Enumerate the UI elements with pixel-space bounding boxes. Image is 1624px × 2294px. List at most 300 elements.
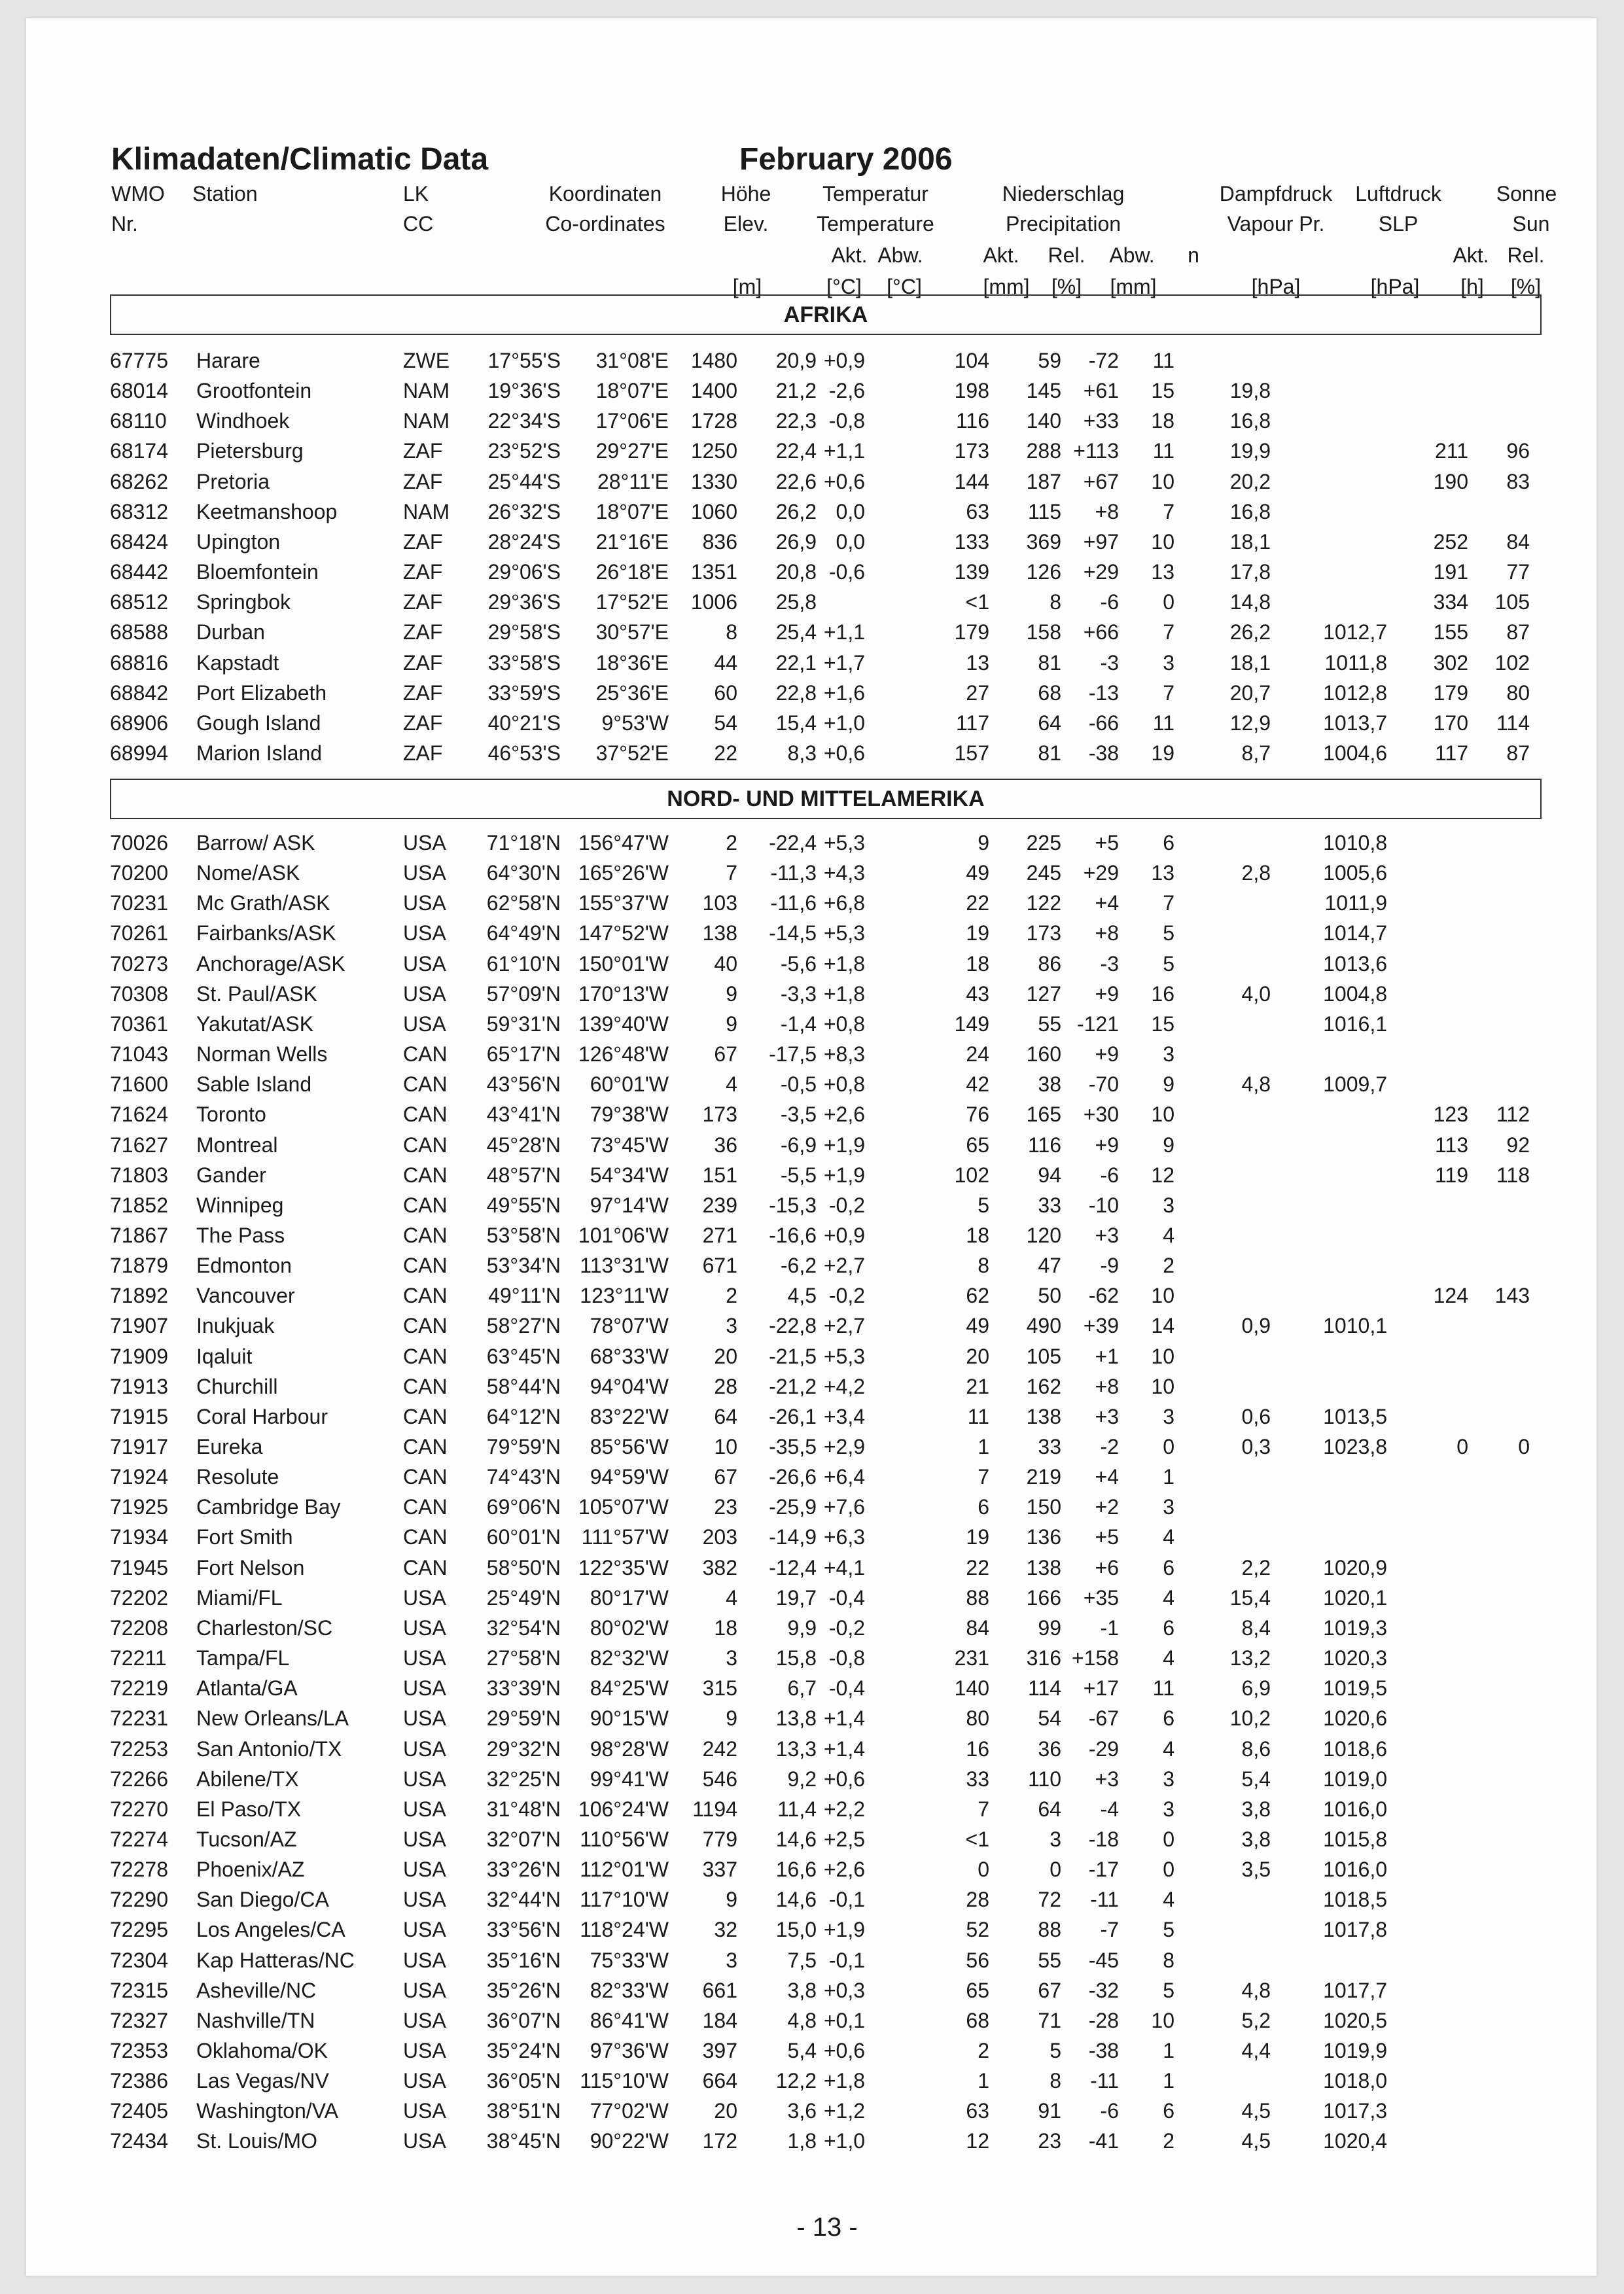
cell-station: Fairbanks/ASK bbox=[196, 921, 336, 945]
cell-wmo: 72219 bbox=[110, 1676, 168, 1701]
cell-wmo: 72253 bbox=[110, 1737, 168, 1761]
cell-lat: 64°49'N bbox=[486, 921, 561, 945]
cell-n: 14 bbox=[1151, 1314, 1174, 1338]
cell-vp: 0,3 bbox=[1241, 1435, 1271, 1458]
cell-wmo: 72434 bbox=[110, 2129, 168, 2153]
cell-elev: 2 bbox=[726, 1284, 737, 1308]
cell-prec: 102 bbox=[954, 1163, 989, 1187]
cell-lon: 84°25'W bbox=[590, 1676, 669, 1701]
cell-temp: 16,6 bbox=[775, 1858, 817, 1882]
cell-cc: USA bbox=[403, 1646, 446, 1670]
cell-cc: ZWE bbox=[403, 349, 450, 372]
cell-elev: 1480 bbox=[690, 349, 737, 372]
cell-pdev: -11 bbox=[1090, 2069, 1119, 2093]
cell-n: 5 bbox=[1163, 921, 1174, 945]
cell-lat: 60°01'N bbox=[486, 1525, 561, 1549]
cell-n: 0 bbox=[1163, 1435, 1174, 1458]
cell-lat: 53°58'N bbox=[486, 1223, 561, 1247]
cell-tdev: +1,8 bbox=[823, 2069, 865, 2093]
cell-rel: 64 bbox=[1038, 711, 1061, 735]
header-vp-unit: [hPa] bbox=[1251, 275, 1301, 298]
cell-lon: 25°36'E bbox=[595, 680, 669, 705]
cell-n: 7 bbox=[1163, 680, 1174, 705]
cell-temp: -3,5 bbox=[780, 1103, 817, 1127]
cell-wmo: 71945 bbox=[110, 1555, 168, 1579]
cell-slp: 1005,6 bbox=[1323, 861, 1387, 885]
cell-prec: 19 bbox=[966, 1525, 989, 1549]
cell-prec: 76 bbox=[966, 1103, 989, 1127]
cell-wmo: 72270 bbox=[110, 1797, 168, 1821]
cell-tdev: +0,6 bbox=[823, 469, 865, 493]
cell-tdev: +1,9 bbox=[823, 1163, 865, 1187]
cell-sunp: 92 bbox=[1506, 1133, 1530, 1157]
cell-wmo: 68174 bbox=[110, 439, 168, 463]
cell-lon: 105°07'W bbox=[578, 1495, 669, 1519]
cell-station: Marion Island bbox=[196, 741, 323, 765]
cell-pdev: -11 bbox=[1090, 1888, 1119, 1912]
cell-lat: 36°05'N bbox=[486, 2069, 561, 2093]
cell-rel: 33 bbox=[1038, 1435, 1061, 1458]
cell-station: Eureka bbox=[196, 1435, 263, 1458]
cell-wmo: 71043 bbox=[110, 1042, 168, 1067]
cell-wmo: 68014 bbox=[110, 379, 168, 403]
cell-prec: 56 bbox=[966, 1948, 989, 1972]
cell-prec: 116 bbox=[955, 409, 989, 433]
cell-tdev: +1,1 bbox=[823, 439, 865, 463]
cell-rel: 72 bbox=[1038, 1888, 1061, 1912]
cell-rel: 126 bbox=[1026, 560, 1061, 584]
cell-station: San Antonio/TX bbox=[196, 1737, 342, 1761]
cell-elev: 173 bbox=[702, 1103, 737, 1127]
cell-rel: 225 bbox=[1026, 831, 1061, 855]
cell-pdev: -10 bbox=[1088, 1193, 1119, 1217]
cell-lon: 54°34'W bbox=[590, 1163, 669, 1187]
cell-slp: 1023,8 bbox=[1323, 1435, 1387, 1458]
cell-pdev: +33 bbox=[1083, 409, 1119, 433]
cell-slp: 1011,8 bbox=[1324, 650, 1387, 675]
cell-vp: 18,1 bbox=[1229, 529, 1271, 554]
cell-lon: 165°26'W bbox=[578, 861, 669, 885]
cell-lat: 32°44'N bbox=[486, 1888, 561, 1912]
cell-elev: 671 bbox=[702, 1254, 737, 1278]
table-row bbox=[26, 406, 1597, 436]
cell-prec: 43 bbox=[966, 981, 989, 1006]
cell-rel: 140 bbox=[1026, 409, 1061, 433]
cell-rel: 105 bbox=[1026, 1344, 1061, 1368]
cell-tdev: -0,8 bbox=[828, 1646, 865, 1670]
cell-temp: -35,5 bbox=[769, 1435, 817, 1458]
cell-slp: 1020,9 bbox=[1323, 1555, 1387, 1579]
header-prec-akt: Akt. bbox=[983, 243, 1019, 267]
cell-lon: 113°31'W bbox=[580, 1254, 669, 1278]
cell-wmo: 72386 bbox=[110, 2069, 168, 2093]
cell-tdev: +2,6 bbox=[823, 1103, 865, 1127]
cell-vp: 5,4 bbox=[1241, 1767, 1271, 1791]
header-temp-akt: Akt. bbox=[831, 243, 868, 267]
cell-elev: 271 bbox=[702, 1223, 737, 1247]
cell-prec: <1 bbox=[965, 590, 989, 614]
cell-pdev: +67 bbox=[1083, 469, 1119, 493]
cell-wmo: 68842 bbox=[110, 680, 168, 705]
cell-lat: 61°10'N bbox=[486, 951, 561, 976]
cell-pdev: -38 bbox=[1088, 2039, 1119, 2062]
cell-elev: 28 bbox=[714, 1374, 737, 1398]
cell-station: Port Elizabeth bbox=[196, 680, 327, 705]
cell-station: Tampa/FL bbox=[196, 1646, 290, 1670]
cell-elev: 2 bbox=[726, 831, 737, 855]
table-row bbox=[26, 2096, 1597, 2126]
cell-tdev: -0,1 bbox=[828, 1948, 865, 1972]
cell-prec: 22 bbox=[966, 1555, 989, 1579]
cell-station: Windhoek bbox=[196, 409, 290, 433]
cell-elev: 10 bbox=[714, 1435, 737, 1458]
table-row bbox=[26, 858, 1597, 888]
cell-vp: 12,9 bbox=[1229, 711, 1271, 735]
cell-elev: 184 bbox=[702, 2008, 737, 2032]
cell-lat: 25°49'N bbox=[486, 1585, 561, 1610]
cell-pdev: -45 bbox=[1088, 1948, 1119, 1972]
cell-temp: 3,6 bbox=[787, 2099, 817, 2123]
cell-sunp: 87 bbox=[1506, 620, 1530, 644]
cell-pdev: +8 bbox=[1095, 499, 1119, 523]
cell-temp: 9,2 bbox=[787, 1767, 817, 1791]
cell-prec: 7 bbox=[978, 1797, 989, 1821]
cell-wmo: 68512 bbox=[110, 590, 168, 614]
cell-cc: CAN bbox=[403, 1465, 448, 1489]
cell-vp: 10,2 bbox=[1229, 1706, 1271, 1731]
cell-prec: 2 bbox=[978, 2039, 989, 2062]
table-row bbox=[26, 1703, 1597, 1733]
table-row bbox=[26, 1522, 1597, 1552]
cell-temp: 1,8 bbox=[787, 2129, 817, 2153]
cell-sunp: 84 bbox=[1506, 529, 1530, 554]
cell-rel: 38 bbox=[1038, 1072, 1061, 1097]
cell-wmo: 72327 bbox=[110, 2008, 168, 2032]
cell-rel: 88 bbox=[1038, 1918, 1061, 1942]
cell-tdev: +4,2 bbox=[823, 1374, 865, 1398]
cell-n: 6 bbox=[1163, 2099, 1174, 2123]
cell-lat: 40°21'S bbox=[487, 711, 561, 735]
cell-lon: 115°10'W bbox=[580, 2069, 669, 2093]
cell-station: Winnipeg bbox=[196, 1193, 284, 1217]
cell-prec: 16 bbox=[966, 1737, 989, 1761]
cell-tdev: +0,8 bbox=[823, 1072, 865, 1097]
cell-lon: 68°33'W bbox=[590, 1344, 669, 1368]
cell-prec: 12 bbox=[966, 2129, 989, 2153]
cell-prec: 149 bbox=[954, 1012, 989, 1036]
cell-rel: 8 bbox=[1050, 2069, 1061, 2093]
cell-tdev: -0,4 bbox=[828, 1676, 865, 1701]
cell-wmo: 70026 bbox=[110, 831, 168, 855]
section-banner-nord-mittelamerika: NORD- UND MITTELAMERIKA bbox=[110, 779, 1542, 819]
cell-tdev: +1,0 bbox=[823, 711, 865, 735]
cell-tdev: -0,4 bbox=[828, 1585, 865, 1610]
cell-lon: 170°13'W bbox=[578, 981, 669, 1006]
cell-elev: 9 bbox=[726, 1706, 737, 1731]
cell-slp: 1009,7 bbox=[1323, 1072, 1387, 1097]
cell-prec: 140 bbox=[954, 1676, 989, 1701]
cell-pdev: -72 bbox=[1088, 349, 1119, 372]
cell-cc: ZAF bbox=[403, 711, 443, 735]
cell-station: Pietersburg bbox=[196, 439, 304, 463]
cell-slp: 1017,7 bbox=[1323, 1978, 1387, 2002]
cell-rel: 138 bbox=[1026, 1404, 1061, 1428]
cell-lon: 90°22'W bbox=[590, 2129, 669, 2153]
cell-elev: 67 bbox=[714, 1465, 737, 1489]
cell-temp: 4,5 bbox=[787, 1284, 817, 1308]
cell-temp: -21,5 bbox=[769, 1344, 817, 1368]
cell-temp: 20,9 bbox=[775, 349, 817, 372]
cell-wmo: 72290 bbox=[110, 1888, 168, 1912]
cell-prec: 42 bbox=[966, 1072, 989, 1097]
cell-vp: 13,2 bbox=[1229, 1646, 1271, 1670]
cell-prec: 24 bbox=[966, 1042, 989, 1067]
header-temperatur: Temperatur bbox=[822, 182, 928, 205]
cell-sunp: 112 bbox=[1496, 1103, 1530, 1127]
table-row bbox=[26, 1311, 1597, 1341]
cell-tdev: +2,5 bbox=[823, 1827, 865, 1851]
table-row bbox=[26, 345, 1597, 376]
cell-n: 1 bbox=[1163, 1465, 1174, 1489]
column-header bbox=[26, 18, 1597, 306]
cell-rel: 166 bbox=[1026, 1585, 1061, 1610]
cell-prec: 139 bbox=[954, 560, 989, 584]
cell-prec: 117 bbox=[955, 711, 989, 735]
cell-station: The Pass bbox=[196, 1223, 285, 1247]
cell-station: Washington/VA bbox=[196, 2099, 338, 2123]
cell-lon: 18°07'E bbox=[595, 379, 669, 403]
cell-rel: 219 bbox=[1026, 1465, 1061, 1489]
cell-cc: USA bbox=[403, 1978, 446, 2002]
cell-vp: 20,7 bbox=[1229, 680, 1271, 705]
cell-temp: -6,9 bbox=[780, 1133, 817, 1157]
cell-tdev: +2,6 bbox=[823, 1858, 865, 1882]
cell-cc: USA bbox=[403, 1888, 446, 1912]
cell-sunh: 113 bbox=[1434, 1133, 1468, 1157]
cell-elev: 60 bbox=[714, 680, 737, 705]
cell-lon: 82°33'W bbox=[590, 1978, 669, 2002]
table-row bbox=[26, 587, 1597, 617]
cell-sunp: 83 bbox=[1506, 469, 1530, 493]
cell-temp: -5,6 bbox=[780, 951, 817, 976]
cell-lat: 29°36'S bbox=[487, 590, 561, 614]
cell-cc: USA bbox=[403, 1615, 446, 1640]
header-sun-unit-h: [h] bbox=[1460, 275, 1484, 298]
cell-wmo: 72211 bbox=[110, 1646, 167, 1670]
cell-station: Tucson/AZ bbox=[196, 1827, 297, 1851]
cell-lat: 57°09'N bbox=[486, 981, 561, 1006]
cell-temp: 13,3 bbox=[775, 1737, 817, 1761]
cell-pdev: -38 bbox=[1088, 741, 1119, 765]
cell-prec: 157 bbox=[954, 741, 989, 765]
cell-cc: CAN bbox=[403, 1163, 448, 1187]
header-temp-unit-akt: [°C] bbox=[826, 275, 862, 298]
cell-lon: 150°01'W bbox=[578, 951, 669, 976]
cell-rel: 136 bbox=[1026, 1525, 1061, 1549]
cell-cc: USA bbox=[403, 1585, 446, 1610]
cell-wmo: 72295 bbox=[110, 1918, 168, 1942]
cell-temp: -26,1 bbox=[769, 1404, 817, 1428]
table-row bbox=[26, 648, 1597, 678]
cell-wmo: 68312 bbox=[110, 499, 168, 523]
page bbox=[26, 18, 1597, 2276]
cell-elev: 203 bbox=[702, 1525, 737, 1549]
table-row bbox=[26, 1673, 1597, 1703]
cell-vp: 4,0 bbox=[1241, 981, 1271, 1006]
cell-elev: 397 bbox=[702, 2039, 737, 2062]
cell-n: 5 bbox=[1163, 951, 1174, 976]
cell-tdev: +1,7 bbox=[823, 650, 865, 675]
cell-sunp: 96 bbox=[1506, 439, 1530, 463]
cell-lon: 106°24'W bbox=[578, 1797, 669, 1821]
table-row bbox=[26, 1371, 1597, 1402]
cell-wmo: 68906 bbox=[110, 711, 168, 735]
cell-lon: 90°15'W bbox=[590, 1706, 669, 1731]
cell-prec: 9 bbox=[978, 831, 989, 855]
cell-temp: 11,4 bbox=[777, 1797, 817, 1821]
cell-prec: 6 bbox=[978, 1495, 989, 1519]
cell-station: Mc Grath/ASK bbox=[196, 891, 330, 915]
table-row bbox=[26, 1734, 1597, 1764]
cell-prec: 80 bbox=[966, 1706, 989, 1731]
cell-slp: 1015,8 bbox=[1323, 1827, 1387, 1851]
header-luftdruck: Luftdruck bbox=[1355, 182, 1441, 205]
cell-prec: 20 bbox=[966, 1344, 989, 1368]
cell-n: 3 bbox=[1163, 1495, 1174, 1519]
header-dampfdruck: Dampfdruck bbox=[1219, 182, 1333, 205]
cell-lon: 123°11'W bbox=[580, 1284, 669, 1308]
cell-vp: 4,5 bbox=[1241, 2129, 1271, 2153]
cell-slp: 1019,5 bbox=[1323, 1676, 1387, 1701]
cell-tdev: -0,2 bbox=[828, 1193, 865, 1217]
cell-elev: 20 bbox=[714, 2099, 737, 2123]
cell-lat: 43°56'N bbox=[486, 1072, 561, 1097]
cell-tdev: +1,6 bbox=[823, 680, 865, 705]
cell-prec: 19 bbox=[966, 921, 989, 945]
cell-rel: 8 bbox=[1050, 590, 1061, 614]
cell-n: 10 bbox=[1151, 1284, 1174, 1308]
cell-cc: USA bbox=[403, 1797, 446, 1821]
cell-vp: 20,2 bbox=[1229, 469, 1271, 493]
cell-vp: 19,8 bbox=[1229, 379, 1271, 403]
cell-pdev: -67 bbox=[1088, 1706, 1119, 1731]
cell-tdev: +0,6 bbox=[823, 741, 865, 765]
cell-rel: 115 bbox=[1027, 499, 1061, 523]
cell-n: 6 bbox=[1163, 831, 1174, 855]
cell-lon: 18°36'E bbox=[595, 650, 669, 675]
cell-rel: 0 bbox=[1050, 1858, 1061, 1882]
table-row bbox=[26, 1220, 1597, 1250]
cell-station: Montreal bbox=[196, 1133, 278, 1157]
cell-slp: 1017,8 bbox=[1323, 1918, 1387, 1942]
cell-lat: 38°51'N bbox=[486, 2099, 561, 2123]
cell-lon: 94°59'W bbox=[590, 1465, 669, 1489]
cell-pdev: +5 bbox=[1095, 831, 1119, 855]
cell-elev: 18 bbox=[714, 1615, 737, 1640]
cell-lon: 73°45'W bbox=[590, 1133, 669, 1157]
cell-prec: 68 bbox=[966, 2008, 989, 2032]
cell-rel: 138 bbox=[1026, 1555, 1061, 1579]
cell-station: Upington bbox=[196, 529, 281, 554]
cell-sunh: 155 bbox=[1433, 620, 1468, 644]
cell-wmo: 72274 bbox=[110, 1827, 168, 1851]
cell-sunp: 105 bbox=[1494, 590, 1530, 614]
cell-temp: -11,6 bbox=[770, 891, 817, 915]
cell-slp: 1004,8 bbox=[1323, 981, 1387, 1006]
cell-rel: 288 bbox=[1026, 439, 1061, 463]
cell-wmo: 70231 bbox=[110, 891, 168, 915]
header-sonne: Sonne bbox=[1496, 182, 1557, 205]
cell-lon: 99°41'W bbox=[590, 1767, 669, 1791]
cell-vp: 5,2 bbox=[1241, 2008, 1271, 2032]
cell-slp: 1019,3 bbox=[1323, 1615, 1387, 1640]
cell-rel: 64 bbox=[1038, 1797, 1061, 1821]
table-row bbox=[26, 1794, 1597, 1824]
cell-n: 4 bbox=[1163, 1888, 1174, 1912]
cell-sunh: 190 bbox=[1433, 469, 1468, 493]
section-banner-afrika: AFRIKA bbox=[110, 294, 1542, 335]
cell-station: Anchorage/ASK bbox=[196, 951, 345, 976]
cell-sunp: 118 bbox=[1496, 1163, 1530, 1187]
cell-pdev: -18 bbox=[1088, 1827, 1119, 1851]
cell-pdev: -7 bbox=[1100, 1918, 1119, 1942]
cell-n: 6 bbox=[1163, 1706, 1174, 1731]
cell-temp: 6,7 bbox=[787, 1676, 817, 1701]
cell-elev: 1006 bbox=[690, 590, 737, 614]
cell-tdev: +0,9 bbox=[823, 1223, 865, 1247]
cell-prec: 49 bbox=[966, 861, 989, 885]
cell-prec: 28 bbox=[966, 1888, 989, 1912]
cell-cc: USA bbox=[403, 1676, 446, 1701]
cell-cc: USA bbox=[403, 2099, 446, 2123]
cell-prec: 22 bbox=[966, 891, 989, 915]
cell-n: 10 bbox=[1151, 1344, 1174, 1368]
cell-vp: 26,2 bbox=[1229, 620, 1271, 644]
cell-lon: 94°04'W bbox=[590, 1374, 669, 1398]
cell-pdev: +4 bbox=[1095, 891, 1119, 915]
cell-cc: CAN bbox=[403, 1284, 448, 1308]
header-sun-rel: Rel. bbox=[1507, 243, 1545, 267]
cell-wmo: 72353 bbox=[110, 2039, 168, 2062]
header-prec-n: n bbox=[1188, 243, 1199, 267]
cell-cc: ZAF bbox=[403, 469, 443, 493]
cell-pdev: +30 bbox=[1083, 1103, 1119, 1127]
cell-cc: USA bbox=[403, 1737, 446, 1761]
cell-lat: 49°11'N bbox=[488, 1284, 561, 1308]
header-wmo: WMO bbox=[111, 182, 165, 205]
cell-station: Charleston/SC bbox=[196, 1615, 333, 1640]
cell-rel: 187 bbox=[1026, 469, 1061, 493]
cell-temp: 26,9 bbox=[775, 529, 817, 554]
cell-n: 9 bbox=[1163, 1072, 1174, 1097]
table-row bbox=[26, 1160, 1597, 1190]
cell-lon: 17°06'E bbox=[595, 409, 669, 433]
table-row bbox=[26, 1190, 1597, 1220]
cell-lat: 31°48'N bbox=[486, 1797, 561, 1821]
cell-temp: 8,3 bbox=[787, 741, 817, 765]
cell-n: 15 bbox=[1151, 379, 1174, 403]
header-elev: Elev. bbox=[723, 212, 769, 236]
cell-n: 7 bbox=[1163, 891, 1174, 915]
cell-lat: 33°26'N bbox=[486, 1858, 561, 1882]
cell-prec: 7 bbox=[978, 1465, 989, 1489]
cell-cc: CAN bbox=[403, 1133, 448, 1157]
cell-sunp: 77 bbox=[1506, 560, 1530, 584]
cell-wmo: 67775 bbox=[110, 349, 168, 372]
cell-n: 0 bbox=[1163, 1858, 1174, 1882]
table-row bbox=[26, 1583, 1597, 1613]
cell-station: St. Louis/MO bbox=[196, 2129, 317, 2153]
